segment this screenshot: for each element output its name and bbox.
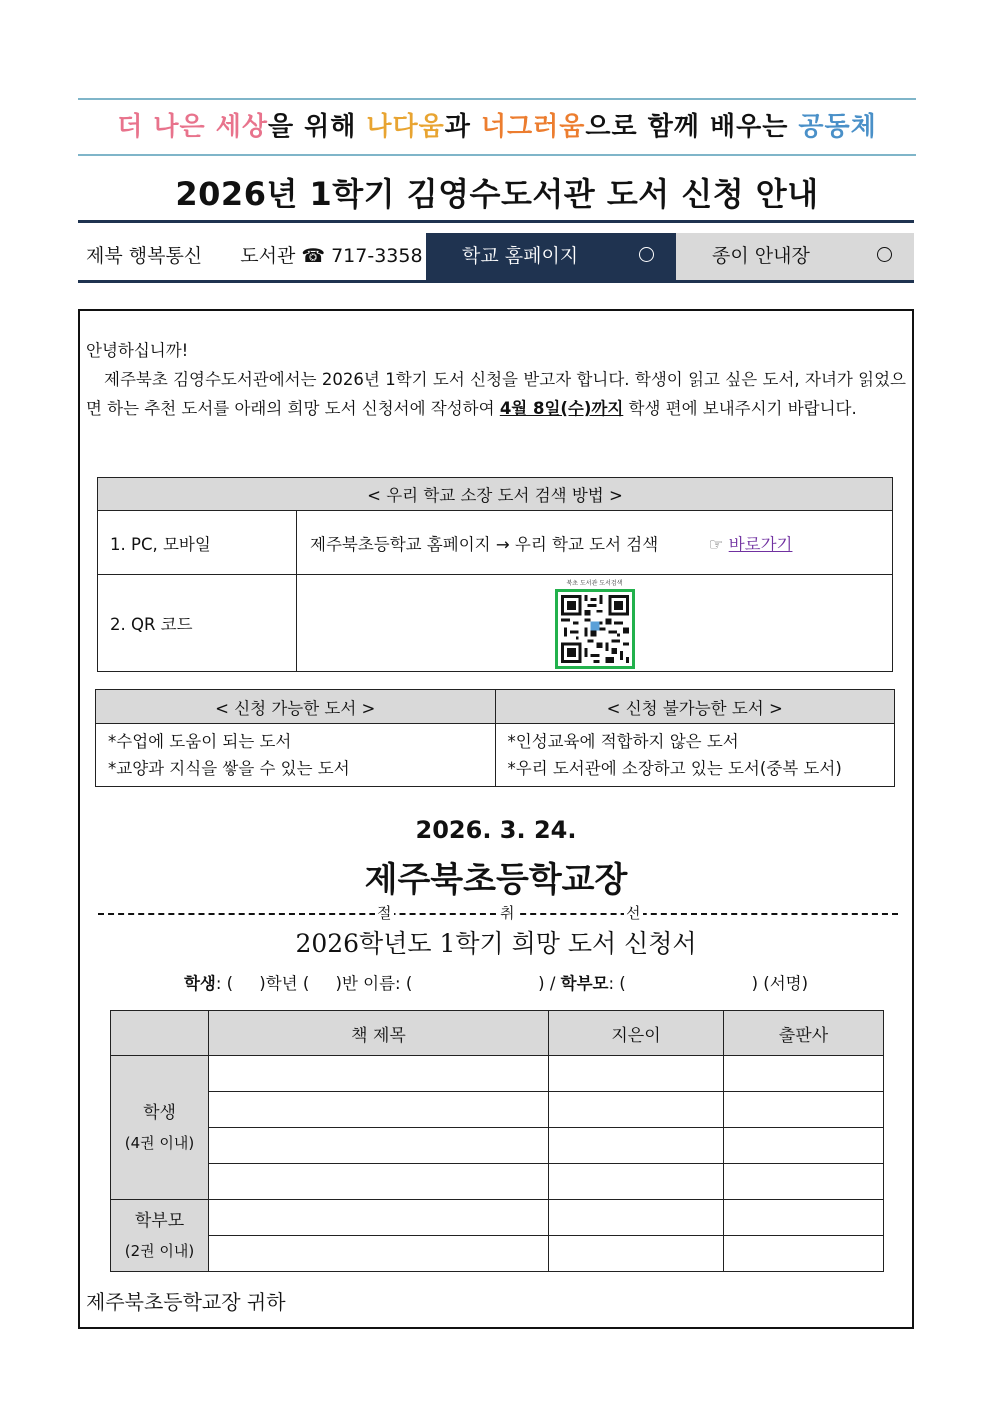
denied-heading: < 신청 불가능한 도서 > xyxy=(495,690,895,724)
search-method-heading: < 우리 학교 소장 도서 검색 방법 > xyxy=(98,478,893,511)
book-title-field[interactable] xyxy=(209,1164,549,1200)
publisher-field[interactable] xyxy=(724,1092,884,1128)
slogan-part-1: 더 나은 세상 xyxy=(117,112,268,142)
qr-pattern xyxy=(558,592,632,666)
parent-group xyxy=(111,1200,209,1272)
author-field[interactable] xyxy=(549,1164,724,1200)
title-rule xyxy=(78,220,914,223)
cut-word-3: 선 xyxy=(624,900,643,926)
col-book-title: 책 제목 xyxy=(209,1011,549,1056)
book-title-field[interactable] xyxy=(209,1128,549,1164)
parent-fields: : ( ) (서명) xyxy=(608,974,809,993)
book-title-field[interactable] xyxy=(209,1092,549,1128)
slogan-part-4: 과 xyxy=(444,112,481,142)
info-bar xyxy=(78,233,914,280)
student-fields: : ( )학년 ( )반 이름: ( ) / xyxy=(215,974,561,993)
publisher-field[interactable] xyxy=(724,1128,884,1164)
slogan-part-3: 나다움 xyxy=(366,112,445,142)
book-title-field[interactable] xyxy=(209,1200,549,1236)
slogan-part-6: 으로 함께 배우는 xyxy=(585,112,799,142)
allowed-heading: < 신청 가능한 도서 > xyxy=(96,690,496,724)
search-row2-label: 2. QR 코드 xyxy=(98,575,297,672)
col-publisher: 출판사 xyxy=(724,1011,884,1056)
form-title: 2026학년도 1학기 희망 도서 신청서 xyxy=(295,929,697,958)
qr-code-icon[interactable] xyxy=(555,589,635,669)
denied-list xyxy=(495,724,895,787)
parent-label: 학부모 xyxy=(560,974,609,993)
shortcut-link[interactable]: 바로가기 xyxy=(728,534,793,554)
intro-body xyxy=(86,365,906,423)
author-field[interactable] xyxy=(549,1092,724,1128)
intro-body-start: 제주북초 김영수도서관에서는 2026년 1학기 도서 신청을 받고자 합니다. 학생이 읽고 싶은 도서, 자녀가 읽었으면 하는 추천 도서를 아래의 희망 도서 신청서에 작성하여 xyxy=(86,370,906,418)
publisher-field[interactable] xyxy=(724,1236,884,1272)
intro-paragraph xyxy=(86,336,906,423)
slogan-part-2: 을 위해 xyxy=(267,112,367,142)
parent-group-label: 학부모 xyxy=(134,1210,185,1231)
denied-item: *인성교육에 적합하지 않은 도서 xyxy=(507,732,739,751)
paper-radio-icon[interactable] xyxy=(877,247,892,262)
page-title: 2026년 1학기 김영수도서관 도서 신청 안내 xyxy=(175,175,819,213)
greeting: 안녕하십니까! xyxy=(86,341,189,360)
paper-option[interactable] xyxy=(676,233,914,280)
denied-item: *우리 도서관에 소장하고 있는 도서(중복 도서) xyxy=(507,759,842,778)
request-form-table xyxy=(110,1010,884,1272)
allowed-item: *교양과 지식을 쌓을 수 있는 도서 xyxy=(108,759,350,778)
qr-cell xyxy=(297,575,893,672)
book-title-field[interactable] xyxy=(209,1236,549,1272)
cut-word-1: 절 xyxy=(375,900,394,926)
author-field[interactable] xyxy=(549,1056,724,1092)
info-bar-rule xyxy=(78,280,914,283)
issue-date: 2026. 3. 24. xyxy=(415,816,577,844)
intro-body-end: 학생 편에 보내주시기 바랍니다. xyxy=(623,399,857,418)
library-phone: 도서관 ☎ 717-3358 xyxy=(240,245,423,267)
publisher-field[interactable] xyxy=(724,1164,884,1200)
student-group-limit: (4권 이내) xyxy=(124,1133,195,1152)
principal-signature: 제주북초등학교장 xyxy=(364,860,628,900)
student-group xyxy=(111,1056,209,1200)
student-label: 학생 xyxy=(183,974,216,993)
student-group-label: 학생 xyxy=(143,1102,176,1123)
book-title-field[interactable] xyxy=(209,1056,549,1092)
slogan xyxy=(78,104,916,150)
cut-line xyxy=(98,900,898,926)
paper-label: 종이 안내장 xyxy=(712,245,810,267)
author-field[interactable] xyxy=(549,1236,724,1272)
search-row1-text: 제주북초등학교 홈페이지 → 우리 학교 도서 검색 xyxy=(310,534,659,554)
col-author: 지은이 xyxy=(549,1011,724,1056)
pointer-hand-icon: ☞ xyxy=(708,534,724,554)
slogan-part-5: 너그러움 xyxy=(480,112,586,142)
homepage-option[interactable] xyxy=(426,233,676,280)
homepage-label: 학교 홈페이지 xyxy=(462,245,579,267)
search-row1-label: 1. PC, 모바일 xyxy=(98,511,297,575)
applicant-line xyxy=(78,970,914,994)
newsletter-name: 제북 행복통신 xyxy=(86,245,203,267)
allowed-item: *수업에 도움이 되는 도서 xyxy=(108,732,292,751)
slogan-top-rule xyxy=(78,98,916,100)
newsletter-info xyxy=(78,233,426,280)
search-method-table xyxy=(97,477,893,672)
deadline: 4월 8일(수)까지 xyxy=(499,399,624,418)
book-criteria-table xyxy=(95,689,895,787)
slogan-part-7: 공동체 xyxy=(798,112,877,142)
cut-word-2: 취 xyxy=(498,900,517,926)
corner-cell xyxy=(111,1011,209,1056)
closing-addressee: 제주북초등학교장 귀하 xyxy=(86,1290,286,1314)
parent-group-limit: (2권 이내) xyxy=(124,1241,195,1260)
publisher-field[interactable] xyxy=(724,1200,884,1236)
homepage-radio-icon[interactable] xyxy=(639,247,654,262)
allowed-list xyxy=(96,724,496,787)
slogan-bottom-rule xyxy=(78,154,916,156)
publisher-field[interactable] xyxy=(724,1056,884,1092)
qr-caption: 북초 도서관 도서검색 xyxy=(566,579,623,587)
search-row1-content xyxy=(297,511,893,575)
author-field[interactable] xyxy=(549,1200,724,1236)
author-field[interactable] xyxy=(549,1128,724,1164)
